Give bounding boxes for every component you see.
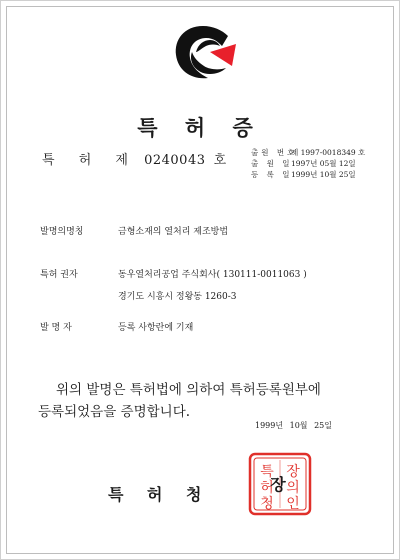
taegeuk-emblem-icon (170, 22, 240, 84)
filing-info-label: 출 원 일 (251, 159, 293, 168)
patent-number-label: 특 허 제 (42, 153, 138, 168)
certificate-title: 특 허 증 (137, 115, 263, 140)
inventor-value: 등록 사항란에 기재 (118, 323, 194, 333)
inventor-label: 발 명 자 (40, 323, 72, 333)
issue-date: 1999년 10월 25일 (255, 421, 332, 430)
seal-char: 청 (260, 496, 274, 512)
issuing-office: 특 허 청 (108, 485, 211, 504)
patent-number-unit: 호 (213, 153, 227, 168)
statement-line-1: 위의 발명은 특허법에 의하여 특허등록원부에 (56, 382, 321, 398)
patent-number (42, 149, 226, 168)
filing-info-row (251, 169, 365, 180)
official-seal-icon (248, 452, 312, 516)
invention-title-value: 금형소재의 열처리 제조방법 (118, 227, 229, 237)
certificate-inner-border (6, 6, 394, 554)
seal-char: 허 (260, 480, 274, 496)
patentee-label: 특허 권자 (40, 270, 78, 280)
patent-number-value: 0240043 (144, 153, 206, 168)
filing-info-label: 등 록 일 (251, 170, 293, 179)
statement-line-2: 등록되었음을 증명합니다. (38, 404, 191, 420)
patentee-address: 경기도 시흥시 정왕동 1260-3 (118, 292, 237, 302)
seal-char: 특 (260, 464, 274, 480)
seal-char: 장 (286, 464, 300, 480)
invention-title-label: 발명의명칭 (40, 227, 84, 237)
filing-info-value: 1997년 05월 12일 (291, 159, 356, 168)
seal-char: 인 (286, 496, 300, 512)
seal-char: 의 (286, 480, 300, 496)
filing-info-value: 1999년 10월 25일 (291, 170, 356, 179)
filing-info-value: 제 1997-0018349 호 (291, 148, 366, 157)
filing-info (251, 147, 365, 180)
filing-info-label: 출원 번호 (251, 148, 298, 157)
patentee-name: 동우열처리공업 주식회사( 130111-0011063 ) (118, 270, 307, 280)
certification-statement (38, 379, 368, 423)
filing-info-row (251, 147, 365, 158)
filing-info-row (251, 158, 365, 169)
seal-overlay-char: 장 (270, 475, 286, 494)
